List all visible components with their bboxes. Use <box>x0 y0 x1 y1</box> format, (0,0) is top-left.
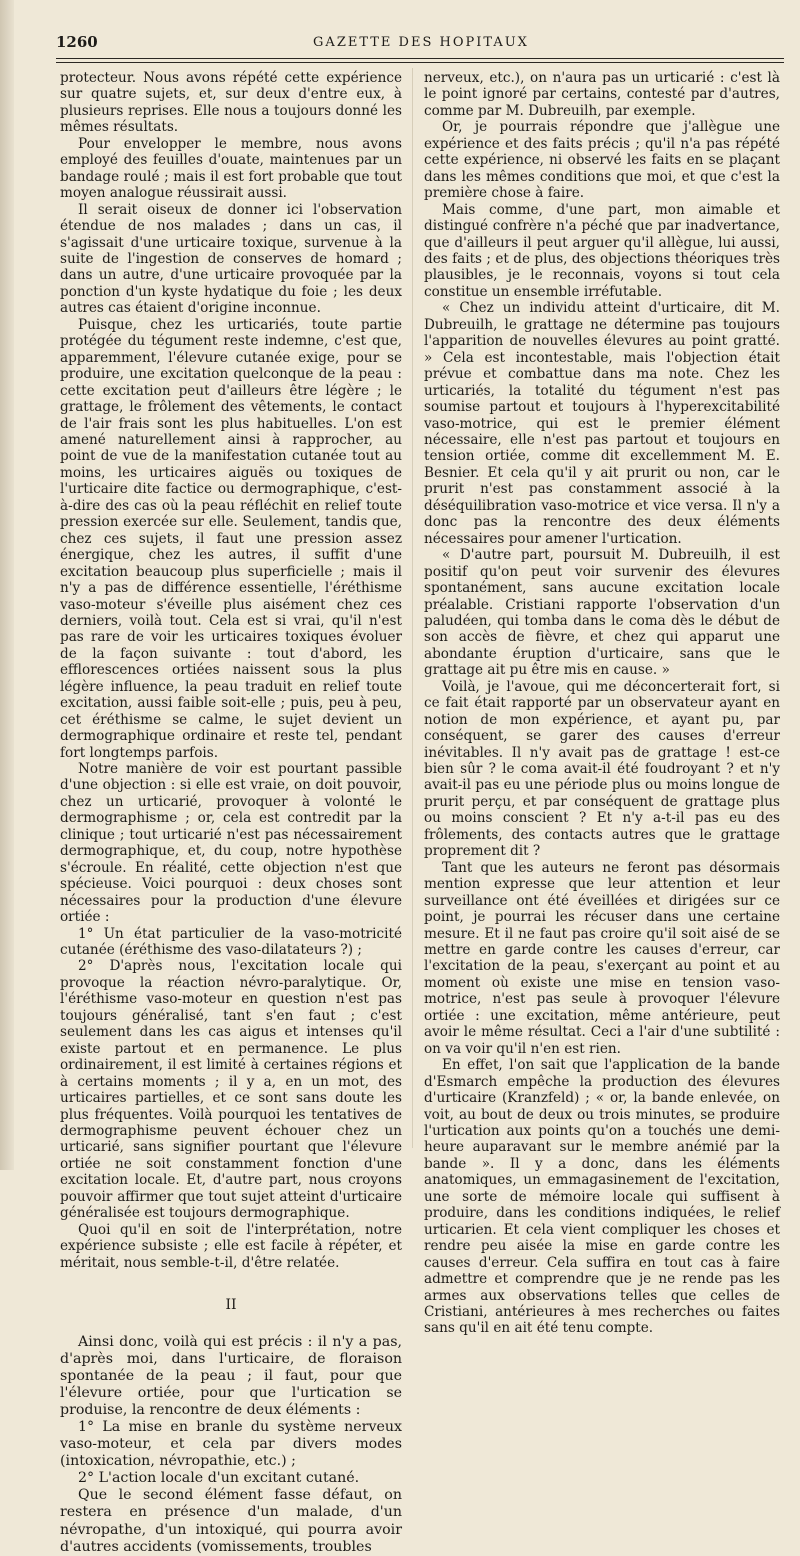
list-item: 2° L'action locale d'un excitant cutané. <box>78 1470 360 1487</box>
column-gutter <box>412 68 413 1148</box>
running-title: GAZETTE DES HOPITAUX <box>313 35 529 50</box>
page-number: 1260 <box>56 33 98 51</box>
right-column <box>424 70 780 1337</box>
list-item: 2° D'après nous, l'excitation locale qui provoque la réaction névro-paralytique. Or, l'éréthisme vaso-moteur en question n'est pas toujours généralisé, tant s'en faut ; c'est seulement dans les cas aigus et intenses qu'il existe partout et en permanence. Le plus ordinairement, il est limité à certaines régions et à certains moments ; il y a, en un mot, des urticaires partielles, et ce sont sans doute les plus fréquentes. Voilà pourquoi les tentatives de dermographisme peuvent échouer chez un urticarié, sans signifier pourtant que l'élevure ortiée ne soit constamment fonction d'une excitation locale. Et, d'autre part, nous croyons pouvoir affirmer que tout sujet atteint d'urticaire généralisée est toujours dermographique. <box>60 958 402 1222</box>
paragraph: Pour envelopper le membre, nous avons employé des feuilles d'ouate, maintenues par un bandage roulé ; mais il est fort probable que tout moyen analogue réussirait aussi. <box>60 135 402 202</box>
paragraph: Voilà, je l'avoue, qui me déconcerterait fort, si ce fait était rapporté par un observateur ayant en notion de mon expérience, et ayant pu, par conséquent, se garer des causes d'erreur inévitables. Il n'y avait pas de grattage ! est-ce bien sûr ? le coma avait-il été foudroyant ? et n'y avait-il pas eu une période plus ou moins longue de prurit perçu, et par conséquent de grattage plus ou moins conscient ? Et n'y a-t-il pas eu des frôlements, des contacts autres que le grattage proprement dit ? <box>424 678 780 860</box>
paragraph: Que le second élément fasse défaut, on restera en présence d'un malade, d'un névropathe, d'un intoxiqué, qui pourra avoir d'autres accidents (vomissements, troubles <box>60 1487 402 1555</box>
list-item: 1° La mise en branle du système nerveux vaso-moteur, et cela par divers modes (intoxication, névropathie, etc.) ; <box>60 1419 402 1470</box>
paragraph: Or, je pourrais répondre que j'allègue une expérience et des faits précis ; qu'il n'a pas répété cette expérience, ni observé les faits en se plaçant dans les mêmes conditions que moi, et que c'est la première chose à faire. <box>424 119 780 202</box>
paragraph: Notre manière de voir est pourtant passible d'une objection : si elle est vraie, on doit pouvoir, chez un urticarié, provoquer à volonté le dermographisme ; or, cela est contredit par la clinique ; tout urticarié n'est pas nécessairement dermographique, et, du coup, notre hypothèse s'écroule. En réalité, cette objection n'est que spécieuse. Voici pourquoi : deux choses sont nécessaires pour la production d'une élevure ortiée : <box>60 761 402 926</box>
list-item: 1° Un état particulier de la vaso-motricité cutanée (éréthisme des vaso-dilatateurs ?) ; <box>60 925 402 959</box>
paragraph: En effet, l'on sait que l'application de la bande d'Esmarch empêche la production des élevures d'urticaire (Kranzfeld) ; « or, la bande enlevée, on voit, au bout de deux ou trois minutes, se produire l'urtication aux points qu'on a touchés une demi-heure auparavant sur le membre anémié par la bande ». Il y a donc, dans les éléments anatomiques, un emmagasinement de l'excitation, une sorte de mémoire locale qui suffisent à produire, dans les conditions indiquées, le relief urticarien. Et cela vient compliquer les choses et rendre peu aisée la mise en garde contre les causes d'erreur. Cela suffira en tout cas à faire admettre et comprendre que je ne rende pas les armes aux observations telles que celles de Cristiani, antérieures à mes recherches ou faites sans qu'il en ait été tenu compte. <box>424 1057 780 1337</box>
paragraph: Il serait oiseux de donner ici l'observation étendue de nos malades ; dans un cas, il s'agissait d'une urticaire toxique, survenue à la suite de l'ingestion de conserves de homard ; dans un autre, d'une urticaire provoquée par la ponction d'un kyste hydatique du foie ; les deux autres cas étaient d'origine inconnue. <box>60 201 402 317</box>
paragraph: Ainsi donc, voilà qui est précis : il n'y a pas, d'après moi, dans l'urticaire, de floraison spontanée de la peau ; il faut, pour que l'élevure ortiée, pour que l'urtication se produise, la rencontre de deux éléments : <box>60 1333 402 1418</box>
paragraph: nerveux, etc.), on n'aura pas un urticarié : c'est là le point ignoré par certains, contesté par d'autres, comme par M. Dubreuilh, par exemple. <box>424 70 780 119</box>
header-rule-top <box>56 58 784 59</box>
left-column <box>60 70 402 1556</box>
section-two-body <box>60 1334 402 1556</box>
header-rule-bottom <box>56 62 784 63</box>
paragraph: « Chez un individu atteint d'urticaire, dit M. Dubreuilh, le grattage ne détermine pas toujours l'apparition de nouvelles élevures au point gratté. » Cela est incontestable, mais l'objection était prévue et combattue dans ma note. Chez les urticariés, la totalité du tégument n'est pas soumise partout et toujours à l'hyperexcitabilité vaso-motrice, qui est le premier élément nécessaire, elle n'est pas partout et toujours en tension ortiée, comme dit excellemment M. E. Besnier. Et cela qu'il y ait prurit ou non, car le prurit n'est pas constamment associé à la déséquilibration vaso-motrice et vice versa. Il n'y a donc pas la rencontre des deux éléments nécessaires pour amener l'urtication. <box>424 300 780 547</box>
paragraph: protecteur. Nous avons répété cette expérience sur quatre sujets, et, sur deux d'entre eux, à plusieurs reprises. Elle nous a toujours donné les mêmes résultats. <box>60 70 402 136</box>
paragraph: « D'autre part, poursuit M. Dubreuilh, il est positif qu'on peut voir survenir des élevures spontanément, sans aucune excitation locale préalable. Cristiani rapporte l'observation d'un paludéen, qui tomba dans le coma dès le début de son accès de fièvre, et chez qui apparut une abondante éruption d'urticaire, sans que le grattage ait pu être mis en cause. » <box>424 547 780 679</box>
paragraph: Quoi qu'il en soit de l'interprétation, notre expérience subsiste ; elle est facile à répéter, et méritait, nous semble-t-il, d'être relatée. <box>60 1221 402 1271</box>
paragraph: Puisque, chez les urticariés, toute partie protégée du tégument reste indemne, c'est que, apparemment, l'élevure cutanée exige, pour se produire, une excitation quelconque de la peau : cette excitation peut d'ailleurs être légère ; le grattage, le frôlement des vêtements, le contact de l'air frais sont les plus habituelles. L'on est amené naturellement ainsi à rapprocher, au point de vue de la manifestation cutanée tout au moins, les urticaires aiguës ou toxiques de l'urticaire dite factice ou dermographique, c'est-à-dire des cas où la peau réfléchit en relief toute pression exercée sur elle. Seulement, tandis que, chez ces sujets, il faut une pression assez énergique, chez les autres, il suffit d'une excitation beaucoup plus superficielle ; mais il n'y a pas de différence essentielle, l'éréthisme vaso-moteur s'éveille plus aisément chez ces derniers, voilà tout. Cela est si vrai, qu'il n'est pas rare de voir les urticaires toxiques évoluer de la façon suivante : tout d'abord, les efflorescences ortiées naissent sous la plus légère influence, la peau traduit en relief toute excitation, aussi faible soit-elle ; puis, peu à peu, cet éréthisme se calme, le sujet devient un dermographique ordinaire et reste tel, pendant fort longtemps parfois. <box>60 316 402 761</box>
paragraph: Tant que les auteurs ne feront pas désormais mention expresse que leur attention et leur surveillance ont été éveillées et dirigées sur ce point, je pourrai les récuser dans une certaine mesure. Et il ne faut pas croire qu'il soit aisé de se mettre en garde contre les causes d'erreur, car l'excitation de la peau, s'exerçant au point et au moment où existe une mise en tension vaso-motrice, n'est pas seule à provoquer l'élevure ortiée : une excitation, même antérieure, peut avoir le même résultat. Ceci a l'air d'une subtilité : on va voir qu'il n'en est rien. <box>424 859 780 1057</box>
section-heading: II <box>225 1297 237 1314</box>
paragraph: Mais comme, d'une part, mon aimable et distingué confrère n'a péché que par inadvertance, que d'ailleurs il peut arguer qu'il allègue, lui aussi, des faits ; et de plus, des objections théoriques très plausibles, je le reconnais, voyons si tout cela constitue un ensemble irréfutable. <box>424 201 780 300</box>
page-spine-shadow <box>0 0 14 1170</box>
